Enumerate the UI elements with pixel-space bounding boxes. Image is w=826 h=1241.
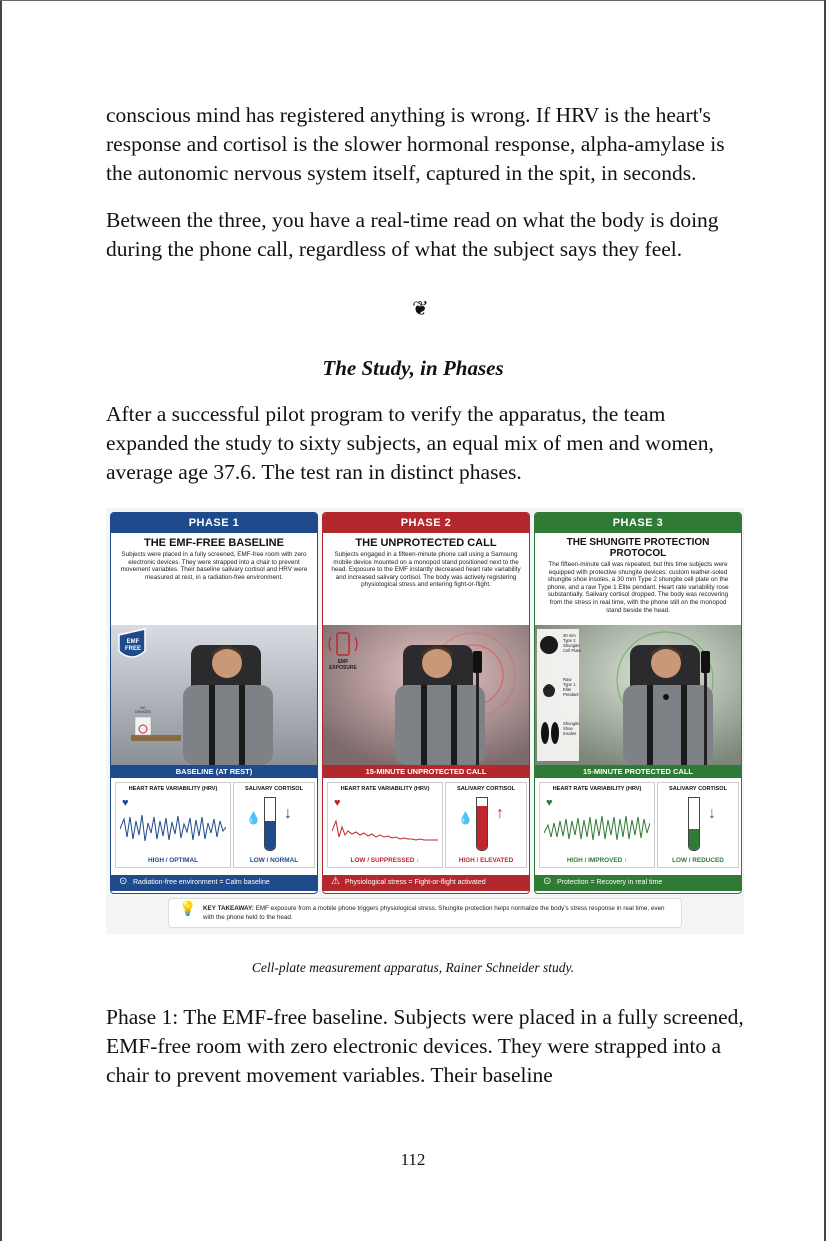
ornament-icon: ❦ [412,298,429,320]
phase-2-title: THE UNPROTECTED CALL [355,537,497,549]
cell-plate-label: 30 mm Type 2 Shungite Cell Plate [563,633,581,653]
phase-2-panel [322,512,530,894]
phase-2-header: PHASE 2 [323,513,529,533]
phase-2-hrv-wave [332,809,438,849]
droplet-icon: 💧 [246,811,261,825]
section-title: The Study, in Phases [322,356,504,380]
key-takeaway-label: KEY TAKEAWAY: [203,905,254,912]
paragraph-3: After a successful pilot program to verify the apparatus, the team expanded the study to sixty subjects, an equal mix of men and women, average age 37.6. The test ran in distinct phases. [106,402,714,484]
paragraph-2: Between the three, you have a real-time read on what the body is doing during the phone call, regardless of what the subject says they feel. [106,208,719,261]
pendant-label: Raw Type 1 Elite Pendant [563,677,579,697]
figure-caption: Cell-plate measurement apparatus, Rainer Schneider study. [251,960,575,975]
phase-2-metrics [323,778,529,873]
phase-2-photo-label: 15-MINUTE UNPROTECTED CALL [323,765,529,778]
phase-3-description: The fifteen-minute call was repeated, but this time subjects were equipped with protective shungite devices: custom leather-soled shungite shoe insoles, a 30 mm Type 2 shungite cell plate on the phone, and a raw Type 1 Elite pendant. Heart rate variability rose substantially. Salivary cortisol dropped. The body was recovering from the stress in real time, with the phone still on the monopod stand beside the head. [547,561,729,614]
phase-2-cortisol-box [445,782,527,868]
phase-1-photo [111,625,317,765]
phase-1-cortisol-title: SALIVARY CORTISOL [244,786,303,792]
phase-3-header: PHASE 3 [535,513,741,533]
phase-1-photo-label: BASELINE (AT REST) [111,765,317,778]
arrow-down-icon: ↓ [284,805,292,822]
phase-1-title: THE EMF-FREE BASELINE [144,537,284,549]
warning-icon: ⚠ [331,876,340,887]
phase-3-metrics [535,778,741,873]
shield-check-icon: ⊙ [543,876,552,887]
phase-1-cortisol-fill [265,821,275,850]
phase-1-hrv-box [115,782,231,868]
phase-1-hrv-value: HIGH / OPTIMAL [147,857,199,864]
phase-3-photo [535,625,741,765]
heart-icon: ♥ [546,797,553,809]
phase-2-hrv-title: HEART RATE VARIABILITY (HRV) [340,786,430,792]
phase-2-cortisol-fill [477,806,487,850]
phase-1-description: Subjects were placed in a fully screened, EMF-free room with zero electronic devices. They were strapped into a chair to prevent movement variables. Their baseline salivary cortisol and HRV were measured at rest, in a radiation-free environment. [120,551,308,581]
study-figure [106,508,744,934]
paragraph-1: conscious mind has registered anything is wrong. If HRV is the heart's response and cortisol is the slower hormonal response, alpha-amylase is the autonomic nervous system itself, captured in the spit, in seconds. [106,103,725,185]
arrow-down-icon: ↓ [708,805,716,822]
phase-3-photo-label: 15-MINUTE PROTECTED CALL [535,765,741,778]
phase-3-hrv-box [539,782,655,868]
phase-1-hrv-wave [120,809,226,849]
phase-1-cortisol-box [233,782,315,868]
heart-icon: ♥ [334,797,341,809]
phase-3-footer: Protection = Recovery in real time [535,875,741,891]
key-takeaway-text [203,904,673,922]
page-number: 112 [400,1150,426,1169]
phase-2-hrv-box [327,782,443,868]
phase-3-cortisol-fill [689,829,699,850]
shield-check-icon: ⊙ [119,876,128,887]
emf-free-badge: EMF FREE [124,639,141,652]
emf-exposure-label: EMF EXPOSURE [329,659,357,671]
insoles-label: Shungite Shoe Insoles [563,721,580,736]
arrow-up-icon: ↑ [496,805,504,822]
phase-2-hrv-value: LOW / SUPPRESSED ↓ [350,857,420,864]
key-takeaway-body: EMF exposure from a mobile phone triggers physiological stress. Shungite protection helps normalize the body's stress response in real time, even with the phone held to the head. [203,905,665,921]
paragraph-4: Phase 1: The EMF-free baseline. Subjects were placed in a fully screened, EMF-free room with zero electronic devices. They were strapped into a chair to prevent movement variables. Their baseline [106,1005,744,1087]
droplet-icon: 💧 [458,811,473,825]
phase-3-hrv-value: HIGH / IMPROVED ↑ [566,857,628,864]
phase-2-photo [323,625,529,765]
phase-2-footer: Physiological stress = Fight-or-flight activated [323,875,529,891]
phase-3-cortisol-title: SALIVARY CORTISOL [668,786,727,792]
heart-icon: ♥ [122,797,129,809]
phase-1-hrv-title: HEART RATE VARIABILITY (HRV) [128,786,218,792]
phase-3-hrv-wave [544,809,650,849]
phase-2-cortisol-tube [476,797,488,851]
phase-1-footer: Radiation-free environment = Calm baseline [111,875,317,891]
phase-1-cortisol-value: LOW / NORMAL [249,857,299,864]
page-border-top [0,0,826,1]
phase-2-cortisol-title: SALIVARY CORTISOL [456,786,515,792]
no-devices-sign: NO DEVICES [135,706,151,714]
phase-2-cortisol-value: HIGH / ELEVATED [458,857,514,864]
phase-3-hrv-title: HEART RATE VARIABILITY (HRV) [552,786,642,792]
phase-1-metrics [111,778,317,873]
phase-3-title: THE SHUNGITE PROTECTION PROTOCOL [566,537,710,559]
phase-3-cortisol-tube [688,797,700,851]
page-border-left [0,0,2,1241]
lightbulb-icon: 💡 [179,900,197,916]
phase-1-panel [110,512,318,894]
phase-3-cortisol-value: LOW / REDUCED [672,857,724,864]
phase-2-description: Subjects engaged in a fifteen-minute phone call using a Samsung mobile device mounted on a monopod stand positioned next to the head. Exposure to the EMF instantly decreased heart rate variability and increased salivary cortisol. The body was actively registering physiological stress and entering fight-or-flight. [331,551,521,589]
phase-3-cortisol-box [657,782,739,868]
key-takeaway-box [168,898,682,928]
phase-3-panel [534,512,742,894]
phase-1-cortisol-tube [264,797,276,851]
phase-1-header: PHASE 1 [111,513,317,533]
